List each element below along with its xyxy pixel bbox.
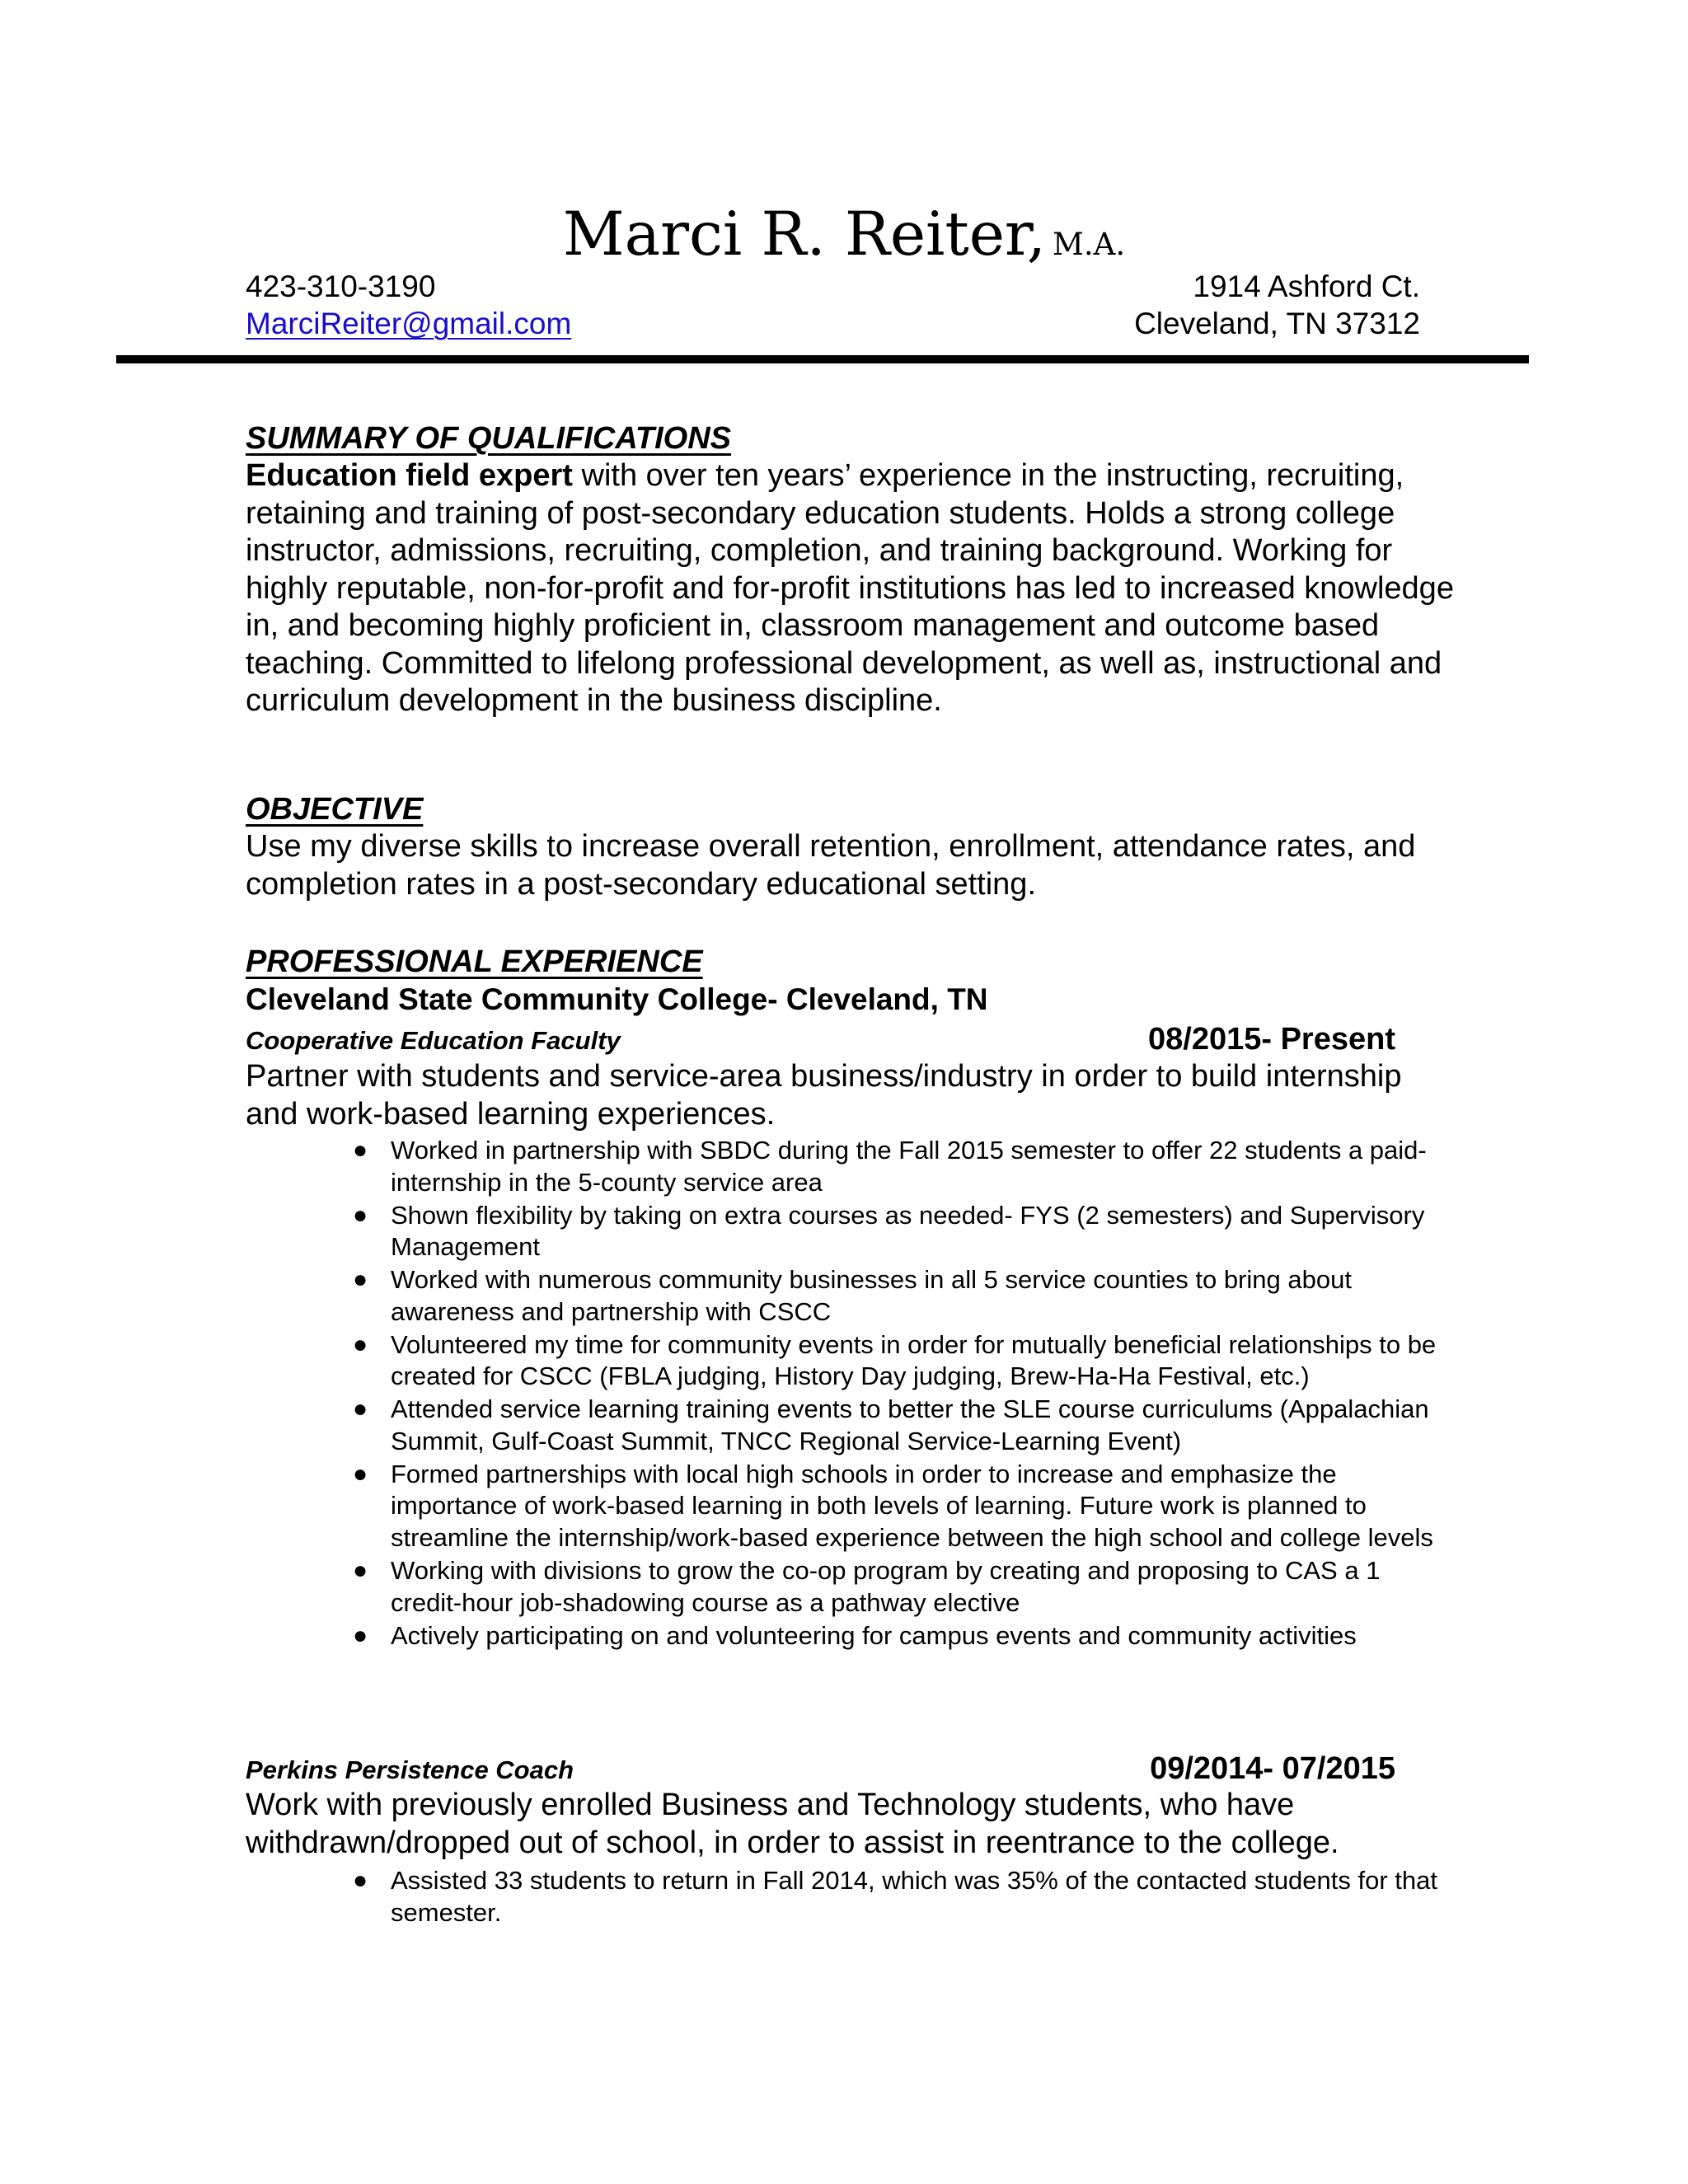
bullet-icon: ● [353, 1395, 368, 1423]
bullet-list-perkins-persistence-coach [353, 1865, 1438, 1930]
email-link[interactable]: MarciReiter@gmail.com [246, 307, 572, 340]
bullet-icon: ● [353, 1460, 368, 1488]
phone: 423-310-3190 [246, 269, 436, 303]
employer-name: Cleveland State Community College- Cleveland, TN [246, 982, 988, 1016]
list-item: ● Worked in partnership with SBDC during the Fall 2015 semester to offer 22 students a paid-internship in the 5-county service area [353, 1136, 1427, 1197]
bullet-icon: ● [353, 1867, 368, 1894]
position-description-perkins-persistence-coach: Work with previously enrolled Business and Technology students, who have withdrawn/dropped out of school, in order to assist in reentrance to the college. [246, 1788, 1339, 1860]
bullet-icon: ● [353, 1621, 368, 1649]
summary-text: with over ten years’ experience in the instructing, recruiting, retaining and training of post-secondary education students. Holds a strong college instructor, admissions, recruiting, completion, and training background. Working for highly reputable, non-for-profit and for-profit institutions has led to increased knowledge in, and becoming highly proficient in, classroom management and outcome based teaching. Committed to lifelong professional development, as well as, instructional and curriculum development in the business discipline. [246, 458, 1454, 718]
credential: M.A. [1052, 227, 1126, 262]
position-dates-cooperative-education: 08/2015- Present [1148, 1022, 1395, 1057]
position-title-perkins-persistence-coach: Perkins Persistence Coach [246, 1755, 574, 1784]
objective-heading: OBJECTIVE [246, 792, 424, 827]
bullet-icon: ● [353, 1201, 368, 1229]
bullet-list-cooperative-education [353, 1135, 1437, 1653]
list-item: ● Worked with numerous community businesses in all 5 service counties to bring about awareness and partnership with CSCC [353, 1265, 1352, 1326]
bullet-icon: ● [353, 1557, 368, 1585]
position-description-cooperative-education: Partner with students and service-area business/industry in order to build internship and work-based learning experiences. [246, 1059, 1402, 1132]
summary-lead: Education field expert [246, 458, 573, 493]
list-item: ● Volunteered my time for community events in order for mutually beneficial relationships to be created for CSCC (FBLA judging, History Day judging, Brew-Ha-Ha Festival, etc.) [353, 1329, 1437, 1391]
experience-heading: PROFESSIONAL EXPERIENCE [246, 944, 703, 979]
summary-paragraph [246, 457, 1457, 720]
position-dates-perkins-persistence-coach: 09/2014- 07/2015 [1150, 1751, 1395, 1786]
summary-heading: SUMMARY OF QUALIFICATIONS [246, 421, 731, 456]
list-item: ● Formed partnerships with local high schools in order to increase and emphasize the importance of work-based learning in both levels of learning. Future work is planned to streamline the internship/work-based experience between the high school and college levels [353, 1459, 1433, 1552]
bullet-icon: ● [353, 1266, 368, 1294]
bullet-icon: ● [353, 1330, 368, 1358]
bullet-icon: ● [353, 1137, 368, 1164]
name-text: Marci R. Reiter, [562, 199, 1046, 269]
address-line-1: 1914 Ashford Ct. [1193, 269, 1420, 303]
objective-text: Use my diverse skills to increase overall retention, enrollment, attendance rates, and completion rates in a post-secondary educational setting. [246, 829, 1416, 902]
header-divider [116, 355, 1529, 363]
position-title-cooperative-education: Cooperative Education Faculty [246, 1026, 621, 1055]
address-line-2: Cleveland, TN 37312 [1134, 307, 1420, 340]
list-item: ● Shown flexibility by taking on extra courses as needed- FYS (2 semesters) and Supervisory Management [353, 1200, 1425, 1262]
list-item: ● Assisted 33 students to return in Fall 2014, which was 35% of the contacted students for that semester. [353, 1866, 1438, 1927]
list-item: ● Attended service learning training events to better the SLE course curriculums (Appalachian Summit, Gulf-Coast Summit, TNCC Regional Service-Learning Event) [353, 1394, 1429, 1455]
list-item: ● Actively participating on and volunteering for campus events and community activities [391, 1620, 1437, 1652]
list-item: ● Working with divisions to grow the co-op program by creating and proposing to CAS a 1 credit-hour job-shadowing course as a pathway elective [353, 1556, 1381, 1617]
